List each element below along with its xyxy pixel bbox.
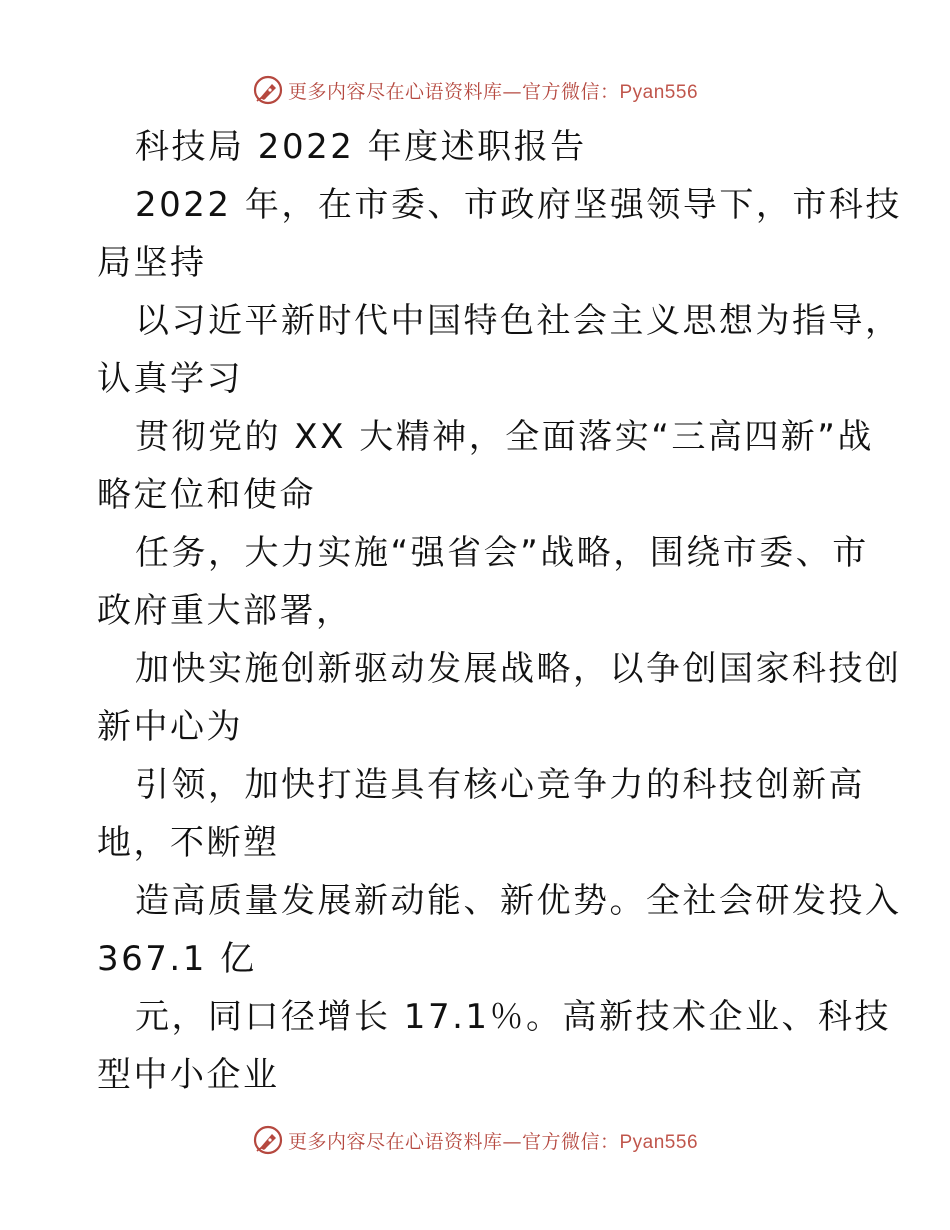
- paragraph-line: 局坚持: [97, 243, 207, 283]
- paragraph-line: 2022 年，在市委、市政府坚强领导下，市科技: [135, 185, 902, 225]
- document-title: 科技局 2022 年度述职报告: [135, 127, 587, 167]
- paragraph-line: 以习近平新时代中国特色社会主义思想为指导，: [135, 301, 902, 341]
- pen-nib-logo-icon: [252, 74, 284, 106]
- paragraph-line: 略定位和使命: [97, 475, 316, 515]
- footer-banner: [0, 1120, 950, 1160]
- paragraph-line: 任务，大力实施“强省会”战略，围绕市委、市: [135, 533, 869, 573]
- paragraph-line: 型中小企业: [97, 1055, 280, 1095]
- paragraph-line: 加快实施创新驱动发展战略，以争创国家科技创: [135, 649, 902, 689]
- paragraph-line: 元，同口径增长 17.1％。高新技术企业、科技: [135, 997, 892, 1037]
- paragraph-line: 贯彻党的 XX 大精神，全面落实“三高四新”战: [135, 417, 874, 457]
- paragraph-line: 367.1 亿: [97, 939, 257, 979]
- pen-nib-logo-icon: [252, 1124, 284, 1156]
- paragraph-line: 政府重大部署，: [97, 591, 353, 631]
- wechat-id: Pyan556: [619, 81, 699, 103]
- document-body: [97, 118, 902, 1104]
- wechat-id: Pyan556: [619, 1131, 699, 1153]
- paragraph-line: 地，不断塑: [97, 823, 280, 863]
- paragraph-line: 认真学习: [97, 359, 243, 399]
- paragraph-line: 引领，加快打造具有核心竞争力的科技创新高: [135, 765, 865, 805]
- banner-text: 更多内容尽在心语资料库—官方微信：Pyan556: [287, 1130, 699, 1153]
- header-banner: [0, 70, 950, 110]
- banner-text: 更多内容尽在心语资料库—官方微信：Pyan556: [287, 80, 699, 103]
- paragraph-line: 新中心为: [97, 707, 243, 747]
- paragraph-line: 造高质量发展新动能、新优势。全社会研发投入: [135, 881, 902, 921]
